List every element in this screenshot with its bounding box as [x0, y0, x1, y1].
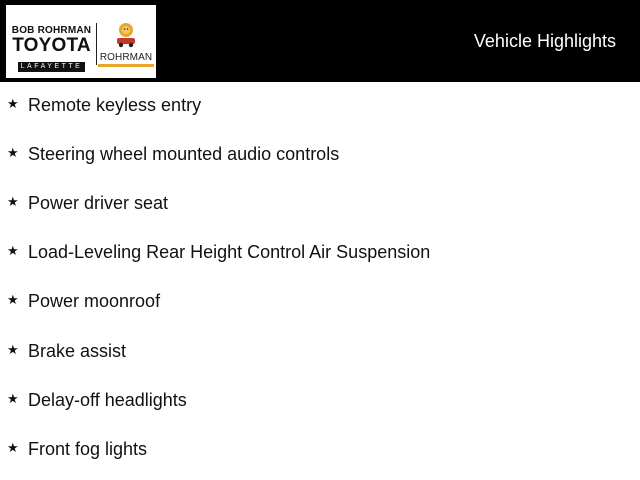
- highlight-label: Power driver seat: [28, 193, 169, 213]
- star-icon: ★: [7, 392, 19, 407]
- brand-accent-bar: [98, 64, 154, 67]
- star-icon: ★: [7, 244, 19, 259]
- highlight-label: Power moonroof: [28, 291, 161, 311]
- highlight-label: Brake assist: [28, 341, 127, 361]
- logo-divider: [96, 23, 97, 65]
- brand-name: ROHRMAN: [99, 52, 153, 63]
- list-item: [0, 193, 640, 219]
- star-icon: ★: [7, 97, 19, 112]
- star-icon: ★: [7, 195, 19, 210]
- dealer-logo-text: [9, 25, 94, 73]
- list-item: [0, 242, 640, 268]
- list-item: [0, 95, 640, 121]
- star-icon: ★: [7, 293, 19, 308]
- list-item: [0, 341, 640, 367]
- highlight-label: Remote keyless entry: [28, 95, 202, 115]
- dealer-logo: [6, 5, 156, 78]
- star-icon: ★: [7, 146, 19, 161]
- rohrman-brand-logo: [98, 21, 154, 71]
- list-item: [0, 439, 640, 465]
- highlight-label: Load-Leveling Rear Height Control Air Suspension: [28, 242, 431, 262]
- dealer-name-line1: BOB ROHRMAN: [11, 25, 92, 36]
- dealer-name-line2: TOYOTA: [12, 35, 91, 56]
- page-title: Vehicle Highlights: [473, 31, 616, 51]
- highlight-label: Steering wheel mounted audio controls: [28, 144, 340, 164]
- highlight-label: Delay-off headlights: [28, 390, 187, 410]
- list-item: [0, 390, 640, 416]
- header-bar: [0, 0, 640, 82]
- list-item: [0, 291, 640, 317]
- dealer-location: LAFAYETTE: [18, 62, 86, 72]
- highlight-label: Front fog lights: [28, 439, 148, 459]
- star-icon: ★: [7, 441, 19, 456]
- lion-mascot-icon: [112, 21, 140, 51]
- star-icon: ★: [7, 343, 19, 358]
- list-item: [0, 144, 640, 170]
